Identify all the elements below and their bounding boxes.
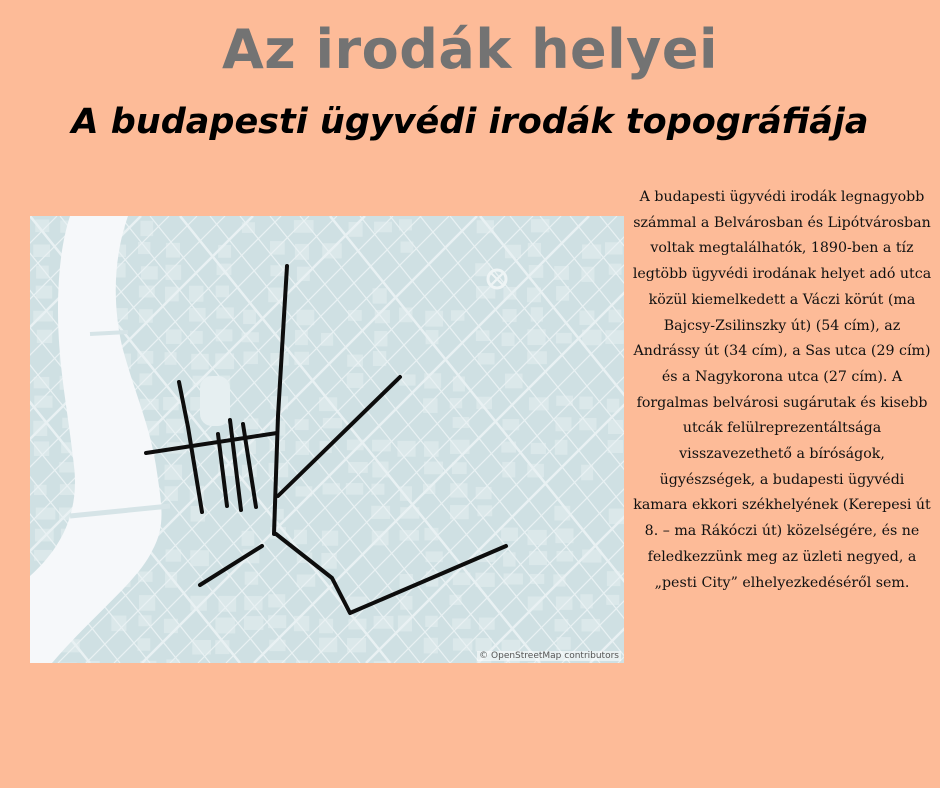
city-block — [555, 440, 568, 455]
city-block — [245, 572, 258, 585]
city-block — [475, 638, 491, 651]
city-block — [141, 266, 158, 279]
city-block — [139, 595, 155, 611]
city-block — [502, 333, 515, 347]
city-block — [400, 486, 412, 501]
city-block — [36, 266, 49, 279]
bridge — [90, 332, 128, 334]
page-subtitle: A budapesti ügyvédi irodák topográfiája — [71, 102, 869, 142]
city-block — [347, 373, 364, 388]
city-block — [606, 595, 619, 605]
city-block — [216, 286, 229, 298]
city-block — [297, 310, 315, 325]
city-block — [374, 222, 392, 233]
city-block — [321, 333, 333, 346]
city-block — [478, 353, 495, 364]
city-block — [453, 638, 472, 650]
city-block — [528, 596, 543, 610]
city-block — [191, 354, 209, 370]
city-block — [529, 265, 543, 278]
city-block — [166, 549, 182, 561]
map-attribution[interactable]: © OpenStreetMap contributors — [479, 651, 619, 661]
city-block — [423, 398, 437, 413]
city-block — [450, 398, 462, 408]
street-map[interactable] — [30, 216, 624, 663]
map-canvas — [30, 216, 624, 663]
city-block — [215, 618, 235, 634]
city-block — [33, 245, 50, 257]
city-block — [36, 286, 52, 299]
city-block — [425, 311, 443, 327]
city-block — [218, 245, 231, 258]
city-block — [579, 397, 592, 410]
description-text: A budapesti ügyvédi irodák legnagyobb számmal a Belvárosban és Lipótvárosban voltak megtalálhatók, 1890-ben a tíz legtöbb ügyvédi irodának helyet adó utca közül kiemelkedett a Váczi körút (ma Bajcsy-Zsilinszky út) (54 cím), az Andrássy út (34 cím), a Sas utca (29 cím) és a Nagykorona utca (27 cím). A forgalmas belvárosi sugárutak és kisebb utcák felülreprezentáltsága visszavezethető a bíróságok, ügyészségek, a budapesti ügyvédi kamara ekkori székhelyének (Kerepesi út 8. – ma Rákóczi út) közelségére, és ne feledkezzünk meg az üzleti negyed, a „pesti City” elhelyezkedéséről sem. — [632, 189, 932, 591]
page-title: Az irodák helyei — [222, 18, 718, 81]
city-block — [166, 329, 182, 344]
city-block — [189, 286, 203, 302]
city-block — [501, 528, 518, 542]
city-block — [609, 509, 624, 525]
city-block — [243, 310, 256, 324]
city-block — [165, 465, 183, 480]
city-block — [556, 396, 573, 406]
city-block — [190, 550, 209, 566]
city-block — [294, 616, 309, 631]
city-block — [528, 243, 541, 257]
city-block — [582, 619, 601, 631]
city-block — [527, 530, 546, 545]
city-block — [244, 418, 258, 429]
city-block — [295, 330, 308, 345]
city-block — [424, 462, 443, 475]
city-block — [581, 465, 593, 481]
city-block — [556, 333, 572, 343]
city-block — [503, 552, 515, 566]
square — [200, 376, 230, 426]
city-block — [609, 310, 622, 323]
